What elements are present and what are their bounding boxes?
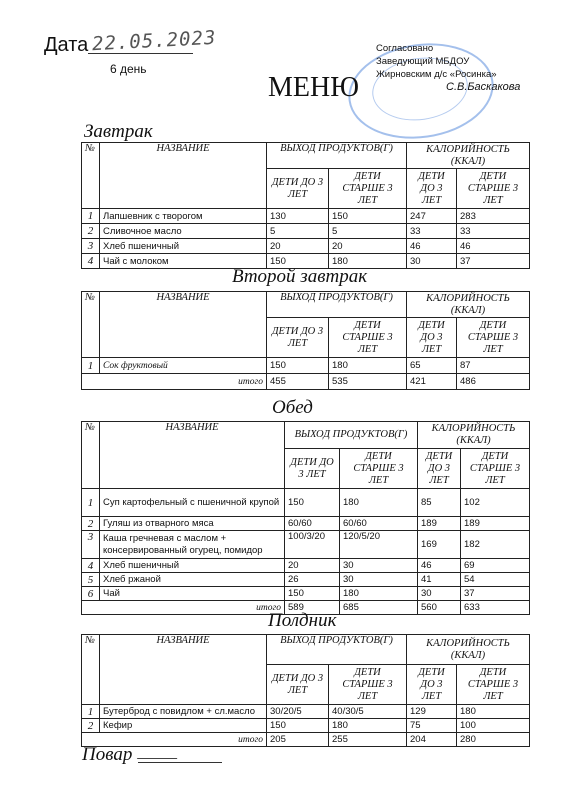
col-output-header: ВЫХОД ПРОДУКТОВ(Г)	[267, 292, 407, 318]
col-calories-header: КАЛОРИЙНОСТЬ (ККАЛ)	[407, 143, 530, 169]
col-name-header: НАЗВАНИЕ	[100, 292, 267, 358]
output-under3: 20	[267, 239, 329, 254]
col-output-header: ВЫХОД ПРОДУКТОВ(Г)	[267, 143, 407, 169]
output-over3: 180	[329, 719, 407, 733]
col-cal-under3: ДЕТИ ДО 3 ЛЕТ	[407, 318, 457, 358]
output-under3: 150	[285, 587, 340, 601]
calories-over3: 37	[457, 254, 530, 269]
col-output-under3: ДЕТИ ДО 3 ЛЕТ	[267, 169, 329, 209]
dish-name: Бутерброд с повидлом + сл.масло	[100, 705, 267, 719]
calories-over3: 69	[461, 559, 530, 573]
col-name-header: НАЗВАНИЕ	[100, 422, 285, 489]
header-row	[82, 422, 530, 449]
lunch-table	[81, 421, 530, 615]
table-row	[82, 705, 530, 719]
date-label: Дата	[44, 34, 89, 56]
col-output-over3: ДЕТИ СТАРШЕ 3 ЛЕТ	[340, 449, 418, 489]
col-cal-over3: ДЕТИ СТАРШЕ 3 ЛЕТ	[457, 318, 530, 358]
calories-under3: 75	[407, 719, 457, 733]
calories-under3: 189	[418, 517, 461, 531]
total-output-over3: 255	[329, 733, 407, 747]
calories-over3: 180	[457, 705, 530, 719]
approval-line-3: Жирновским д/с «Росинка»	[376, 69, 497, 80]
row-number: 2	[82, 517, 100, 531]
calories-under3: 30	[407, 254, 457, 269]
row-number: 6	[82, 587, 100, 601]
day-label: 6 день	[110, 62, 147, 76]
calories-over3: 33	[457, 224, 530, 239]
header-row	[82, 635, 530, 665]
total-label: итого	[82, 733, 267, 747]
calories-under3: 247	[407, 209, 457, 224]
col-output-under3: ДЕТИ ДО 3 ЛЕТ	[285, 449, 340, 489]
table-row	[82, 531, 530, 559]
calories-over3: 37	[461, 587, 530, 601]
col-num-header: №	[82, 292, 100, 358]
table-row	[82, 573, 530, 587]
calories-over3: 54	[461, 573, 530, 587]
col-name-header: НАЗВАНИЕ	[100, 635, 267, 705]
output-under3: 150	[267, 719, 329, 733]
output-over3: 150	[329, 209, 407, 224]
row-number: 1	[82, 705, 100, 719]
col-cal-over3: ДЕТИ СТАРШЕ 3 ЛЕТ	[457, 169, 530, 209]
total-label: итого	[82, 601, 285, 615]
approval-block	[376, 42, 520, 94]
output-under3: 5	[267, 224, 329, 239]
section-title-second-breakfast: Второй завтрак	[232, 266, 368, 287]
dish-name: Кефир	[100, 719, 267, 733]
output-over3: 20	[329, 239, 407, 254]
table-row	[82, 559, 530, 573]
col-output-under3: ДЕТИ ДО 3 ЛЕТ	[267, 665, 329, 705]
col-output-header: ВЫХОД ПРОДУКТОВ(Г)	[285, 422, 418, 449]
dish-name: Чай с молоком	[100, 254, 267, 269]
section-title-breakfast: Завтрак	[84, 121, 153, 142]
total-row	[82, 374, 530, 390]
calories-over3: 182	[461, 531, 530, 559]
table-row	[82, 517, 530, 531]
dish-name: Хлеб пшеничный	[100, 559, 285, 573]
row-number: 1	[82, 209, 100, 224]
table-row	[82, 358, 530, 374]
output-under3: 150	[267, 254, 329, 269]
date-underline	[88, 53, 193, 54]
total-calories-under3: 421	[407, 374, 457, 390]
calories-over3: 102	[461, 489, 530, 517]
output-under3: 130	[267, 209, 329, 224]
section-title-lunch: Обед	[272, 397, 313, 418]
output-under3: 26	[285, 573, 340, 587]
output-under3: 150	[267, 358, 329, 374]
output-under3: 30/20/5	[267, 705, 329, 719]
output-over3: 120/5/20	[340, 531, 418, 559]
col-calories-header: КАЛОРИЙНОСТЬ (ККАЛ)	[418, 422, 530, 449]
output-over3: 180	[329, 254, 407, 269]
calories-under3: 169	[418, 531, 461, 559]
dish-name: Сок фруктовый	[100, 358, 267, 374]
calories-under3: 85	[418, 489, 461, 517]
calories-under3: 46	[407, 239, 457, 254]
row-number: 3	[82, 531, 100, 559]
calories-over3: 283	[457, 209, 530, 224]
col-calories-header: КАЛОРИЙНОСТЬ (ККАЛ)	[407, 292, 530, 318]
total-calories-over3: 486	[457, 374, 530, 390]
table-row	[82, 224, 530, 239]
calories-under3: 65	[407, 358, 457, 374]
table-row	[82, 719, 530, 733]
calories-over3: 100	[457, 719, 530, 733]
output-under3: 100/3/20	[285, 531, 340, 559]
output-under3: 150	[285, 489, 340, 517]
row-number: 5	[82, 573, 100, 587]
output-over3: 180	[329, 358, 407, 374]
calories-under3: 129	[407, 705, 457, 719]
approval-line-1: Согласовано	[376, 43, 434, 54]
output-under3: 20	[285, 559, 340, 573]
date-value: 22.05.2023	[91, 26, 217, 56]
approval-line-2: Заведующий МБДОУ	[376, 56, 470, 67]
total-calories-over3: 280	[457, 733, 530, 747]
output-over3: 30	[340, 559, 418, 573]
total-calories-over3: 633	[461, 601, 530, 615]
calories-under3: 46	[418, 559, 461, 573]
col-num-header: №	[82, 635, 100, 705]
second-breakfast-table	[81, 291, 530, 390]
row-number: 1	[82, 358, 100, 374]
calories-over3: 46	[457, 239, 530, 254]
output-over3: 60/60	[340, 517, 418, 531]
row-number: 3	[82, 239, 100, 254]
output-over3: 30	[340, 573, 418, 587]
total-output-over3: 685	[340, 601, 418, 615]
row-number: 4	[82, 559, 100, 573]
calories-over3: 87	[457, 358, 530, 374]
dish-name: Гуляш из отварного мяса	[100, 517, 285, 531]
calories-under3: 30	[418, 587, 461, 601]
output-over3: 5	[329, 224, 407, 239]
col-calories-header: КАЛОРИЙНОСТЬ (ККАЛ)	[407, 635, 530, 665]
calories-under3: 41	[418, 573, 461, 587]
col-output-over3: ДЕТИ СТАРШЕ 3 ЛЕТ	[329, 665, 407, 705]
total-row	[82, 733, 530, 747]
table-row	[82, 587, 530, 601]
output-over3: 40/30/5	[329, 705, 407, 719]
calories-over3: 189	[461, 517, 530, 531]
cook-signature-line	[138, 762, 222, 763]
row-number: 4	[82, 254, 100, 269]
col-output-header: ВЫХОД ПРОДУКТОВ(Г)	[267, 635, 407, 665]
total-output-under3: 589	[285, 601, 340, 615]
cook-label: Повар	[82, 744, 133, 765]
col-num-header: №	[82, 422, 100, 489]
total-output-over3: 535	[329, 374, 407, 390]
table-row	[82, 209, 530, 224]
col-output-under3: ДЕТИ ДО 3 ЛЕТ	[267, 318, 329, 358]
dish-name: Каша гречневая с маслом + консервированный огурец, помидор	[100, 531, 285, 559]
total-output-under3: 205	[267, 733, 329, 747]
col-name-header: НАЗВАНИЕ	[100, 143, 267, 209]
col-output-over3: ДЕТИ СТАРШЕ 3 ЛЕТ	[329, 318, 407, 358]
total-calories-under3: 204	[407, 733, 457, 747]
dish-name: Сливочное масло	[100, 224, 267, 239]
output-over3: 180	[340, 587, 418, 601]
cook-signature-icon	[137, 748, 183, 759]
col-cal-over3: ДЕТИ СТАРШЕ 3 ЛЕТ	[461, 449, 530, 489]
col-cal-over3: ДЕТИ СТАРШЕ 3 ЛЕТ	[457, 665, 530, 705]
col-cal-under3: ДЕТИ ДО 3 ЛЕТ	[407, 665, 457, 705]
output-under3: 60/60	[285, 517, 340, 531]
afternoon-snack-table	[81, 634, 530, 747]
row-number: 1	[82, 489, 100, 517]
total-calories-under3: 560	[418, 601, 461, 615]
table-row	[82, 489, 530, 517]
approval-signature: С.В.Баскакова	[446, 81, 521, 93]
dish-name: Хлеб пшеничный	[100, 239, 267, 254]
col-output-over3: ДЕТИ СТАРШЕ 3 ЛЕТ	[329, 169, 407, 209]
breakfast-table	[81, 142, 530, 269]
header-row	[82, 143, 530, 169]
table-row	[82, 239, 530, 254]
total-output-under3: 455	[267, 374, 329, 390]
output-over3: 180	[340, 489, 418, 517]
col-cal-under3: ДЕТИ ДО 3 ЛЕТ	[418, 449, 461, 489]
row-number: 2	[82, 719, 100, 733]
dish-name: Суп картофельный с пшеничной крупой	[100, 489, 285, 517]
calories-under3: 33	[407, 224, 457, 239]
row-number: 2	[82, 224, 100, 239]
dish-name: Лапшевник с творогом	[100, 209, 267, 224]
dish-name: Чай	[100, 587, 285, 601]
col-num-header: №	[82, 143, 100, 209]
header-row	[82, 292, 530, 318]
section-title-afternoon-snack: Полдник	[268, 610, 337, 631]
page-title: МЕНЮ	[268, 72, 359, 103]
total-label: итого	[82, 374, 267, 390]
dish-name: Хлеб ржаной	[100, 573, 285, 587]
col-cal-under3: ДЕТИ ДО 3 ЛЕТ	[407, 169, 457, 209]
